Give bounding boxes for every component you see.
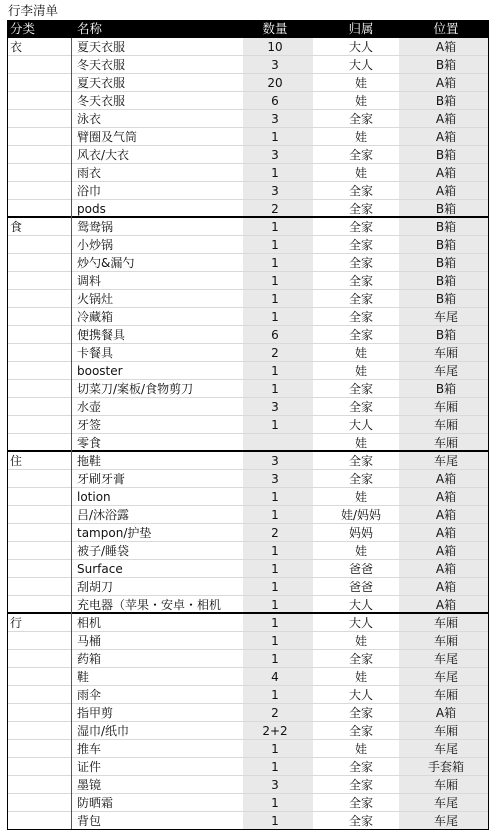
- owner-cell[interactable]: 爸爸: [348, 562, 373, 576]
- location-cell[interactable]: 车厢: [433, 418, 458, 432]
- table-row: [7, 326, 489, 344]
- location-cell[interactable]: A箱: [435, 184, 457, 198]
- table-row: [7, 254, 489, 272]
- table-row: [7, 218, 489, 236]
- table-row: [7, 758, 489, 776]
- location-cell[interactable]: 车尾: [433, 652, 458, 666]
- owner-cell[interactable]: 全家: [348, 184, 373, 198]
- location-cell[interactable]: A箱: [435, 166, 457, 180]
- qty-cell[interactable]: 20: [267, 76, 283, 90]
- table-row: [7, 524, 489, 542]
- table-row: [7, 398, 489, 416]
- name-cell[interactable]: 被子/睡袋: [77, 544, 130, 558]
- table-row: [7, 164, 489, 182]
- qty-cell[interactable]: 1: [271, 220, 279, 234]
- qty-cell[interactable]: 2: [271, 706, 279, 720]
- owner-cell[interactable]: 全家: [348, 220, 373, 234]
- location-cell[interactable]: 车尾: [433, 814, 458, 828]
- name-cell[interactable]: 雨衣: [77, 166, 102, 180]
- owner-cell[interactable]: 全家: [348, 256, 373, 270]
- owner-cell[interactable]: 全家: [348, 292, 373, 306]
- table-row: [7, 128, 489, 146]
- name-cell[interactable]: 刮胡刀: [77, 580, 114, 594]
- name-cell[interactable]: 墨镜: [77, 778, 102, 792]
- qty-cell[interactable]: 2: [271, 526, 279, 540]
- name-cell[interactable]: 马桶: [77, 634, 102, 648]
- category-cell[interactable]: 食: [10, 220, 23, 234]
- table-row: [7, 308, 489, 326]
- qty-cell[interactable]: 1: [271, 256, 279, 270]
- table-row: [7, 470, 489, 488]
- owner-cell[interactable]: 娃: [354, 436, 367, 450]
- owner-cell[interactable]: 娃: [354, 76, 367, 90]
- table-row: [7, 146, 489, 164]
- qty-cell[interactable]: 1: [271, 688, 279, 702]
- name-cell[interactable]: 小炒锅: [77, 238, 114, 252]
- qty-cell[interactable]: 3: [271, 400, 279, 414]
- owner-cell[interactable]: 全家: [348, 814, 373, 828]
- qty-cell[interactable]: 1: [271, 634, 279, 648]
- sheet-title: 行李清单: [8, 3, 59, 18]
- location-cell[interactable]: A箱: [435, 544, 457, 558]
- owner-cell[interactable]: 全家: [348, 472, 373, 486]
- name-cell[interactable]: 调料: [77, 274, 102, 288]
- location-cell[interactable]: A箱: [435, 508, 457, 522]
- location-cell[interactable]: 手套箱: [427, 760, 464, 774]
- owner-cell[interactable]: 爸爸: [348, 580, 373, 594]
- qty-cell[interactable]: 1: [271, 238, 279, 252]
- table-row: [7, 650, 489, 668]
- header-owner[interactable]: 归属: [348, 21, 374, 36]
- location-cell[interactable]: B箱: [435, 58, 457, 72]
- location-cell[interactable]: 车厢: [433, 346, 458, 360]
- category-divider: [71, 38, 72, 830]
- name-cell[interactable]: 火锅灶: [77, 292, 114, 306]
- name-cell[interactable]: 冬天衣服: [77, 94, 126, 108]
- qty-cell[interactable]: 10: [267, 40, 283, 54]
- table-row: [7, 812, 489, 830]
- location-cell[interactable]: 车尾: [433, 796, 458, 810]
- table-row: [7, 740, 489, 758]
- location-cell[interactable]: A箱: [435, 130, 457, 144]
- qty-cell[interactable]: 1: [271, 274, 279, 288]
- name-cell[interactable]: 牙签: [77, 418, 102, 432]
- table-row: [7, 560, 489, 578]
- table-header: [7, 20, 489, 38]
- name-cell[interactable]: 卡餐具: [77, 346, 114, 360]
- location-cell[interactable]: 车厢: [433, 778, 458, 792]
- owner-cell[interactable]: 全家: [348, 148, 373, 162]
- owner-cell[interactable]: 全家: [348, 112, 373, 126]
- name-cell[interactable]: pods: [77, 202, 106, 216]
- owner-cell[interactable]: 大人: [348, 40, 373, 54]
- category-cell[interactable]: 行: [10, 616, 23, 630]
- qty-cell[interactable]: 2: [271, 346, 279, 360]
- location-cell[interactable]: A箱: [435, 490, 457, 504]
- location-cell[interactable]: A箱: [435, 76, 457, 90]
- table-row: [7, 686, 489, 704]
- owner-cell[interactable]: 娃: [354, 130, 367, 144]
- table-row: [7, 506, 489, 524]
- qty-cell[interactable]: 3: [271, 454, 279, 468]
- owner-cell[interactable]: 全家: [348, 382, 373, 396]
- location-cell[interactable]: A箱: [435, 562, 457, 576]
- name-cell[interactable]: 风衣/大衣: [77, 148, 130, 162]
- location-cell[interactable]: 车尾: [433, 670, 458, 684]
- qty-cell[interactable]: 1: [271, 292, 279, 306]
- qty-cell[interactable]: 3: [271, 112, 279, 126]
- owner-cell[interactable]: 全家: [348, 724, 373, 738]
- qty-cell[interactable]: 1: [271, 508, 279, 522]
- name-cell[interactable]: 零食: [77, 436, 102, 450]
- owner-cell[interactable]: 娃: [354, 742, 367, 756]
- name-cell[interactable]: 吕/沐浴露: [77, 508, 130, 522]
- location-cell[interactable]: 车尾: [433, 742, 458, 756]
- name-cell[interactable]: tampon/护垫: [77, 526, 152, 540]
- table-row: [7, 362, 489, 380]
- location-cell[interactable]: B箱: [435, 238, 457, 252]
- qty-cell[interactable]: 3: [271, 148, 279, 162]
- table-row: [7, 596, 489, 614]
- qty-cell[interactable]: 1: [271, 760, 279, 774]
- location-cell[interactable]: B箱: [435, 328, 457, 342]
- name-cell[interactable]: 鞋: [77, 670, 90, 684]
- table-row: [7, 722, 489, 740]
- qty-cell[interactable]: 3: [271, 778, 279, 792]
- qty-cell[interactable]: 3: [271, 58, 279, 72]
- qty-cell[interactable]: 1: [271, 130, 279, 144]
- qty-cell[interactable]: 1: [271, 616, 279, 630]
- name-cell[interactable]: 夏天衣服: [77, 76, 126, 90]
- qty-cell[interactable]: 1: [271, 598, 279, 612]
- owner-cell[interactable]: 全家: [348, 274, 373, 288]
- owner-cell[interactable]: 大人: [348, 688, 373, 702]
- name-cell[interactable]: 炒勺&漏勺: [77, 256, 135, 270]
- owner-cell[interactable]: 全家: [348, 652, 373, 666]
- qty-cell[interactable]: 1: [271, 580, 279, 594]
- qty-cell[interactable]: 1: [271, 382, 279, 396]
- owner-cell[interactable]: 全家: [348, 760, 373, 774]
- header-category[interactable]: 分类: [10, 21, 36, 36]
- owner-cell[interactable]: 娃: [354, 166, 367, 180]
- qty-cell[interactable]: 1: [271, 814, 279, 828]
- location-cell[interactable]: B箱: [435, 220, 457, 234]
- owner-cell[interactable]: 娃: [354, 364, 367, 378]
- name-cell[interactable]: 证件: [77, 760, 102, 774]
- qty-cell[interactable]: 1: [271, 310, 279, 324]
- name-cell[interactable]: 泳衣: [77, 112, 102, 126]
- location-cell[interactable]: 车厢: [433, 724, 458, 738]
- name-cell[interactable]: 防晒霜: [77, 796, 114, 810]
- table-row: [7, 452, 489, 470]
- packing-table: [7, 20, 489, 830]
- owner-cell[interactable]: 全家: [348, 778, 373, 792]
- location-cell[interactable]: A箱: [435, 40, 457, 54]
- location-cell[interactable]: 车厢: [433, 616, 458, 630]
- qty-cell[interactable]: 1: [271, 490, 279, 504]
- location-cell[interactable]: B箱: [435, 256, 457, 270]
- name-cell[interactable]: 相机: [77, 616, 102, 630]
- owner-cell[interactable]: 全家: [348, 328, 373, 342]
- location-cell[interactable]: B箱: [435, 202, 457, 216]
- qty-cell[interactable]: 1: [271, 166, 279, 180]
- table-row: [7, 344, 489, 362]
- location-cell[interactable]: B箱: [435, 292, 457, 306]
- owner-cell[interactable]: 全家: [348, 706, 373, 720]
- location-cell[interactable]: 车尾: [433, 310, 458, 324]
- qty-cell[interactable]: 1: [271, 418, 279, 432]
- location-cell[interactable]: A箱: [435, 472, 457, 486]
- owner-cell[interactable]: 全家: [348, 796, 373, 810]
- header-qty[interactable]: 数量: [262, 21, 288, 36]
- name-cell[interactable]: 湿巾/纸巾: [77, 724, 130, 738]
- name-cell[interactable]: 水壶: [77, 400, 102, 414]
- location-cell[interactable]: B箱: [435, 148, 457, 162]
- qty-cell[interactable]: 6: [271, 94, 279, 108]
- owner-cell[interactable]: 娃: [354, 634, 367, 648]
- owner-cell[interactable]: 大人: [348, 418, 373, 432]
- location-cell[interactable]: A箱: [435, 580, 457, 594]
- table-row: [7, 236, 489, 254]
- qty-cell[interactable]: 2+2: [262, 724, 288, 738]
- name-cell[interactable]: 便携餐具: [77, 328, 126, 342]
- owner-cell[interactable]: 全家: [348, 202, 373, 216]
- location-cell[interactable]: B箱: [435, 274, 457, 288]
- qty-cell[interactable]: 1: [271, 796, 279, 810]
- location-cell[interactable]: 车尾: [433, 454, 458, 468]
- header-name[interactable]: 名称: [77, 21, 103, 36]
- table-row: [7, 74, 489, 92]
- name-cell[interactable]: 充电器（苹果・安卓・相机: [77, 598, 222, 612]
- owner-cell[interactable]: 大人: [348, 616, 373, 630]
- table-row: [7, 380, 489, 398]
- owner-cell[interactable]: 娃: [354, 346, 367, 360]
- name-cell[interactable]: Surface: [77, 562, 123, 576]
- owner-cell[interactable]: 全家: [348, 400, 373, 414]
- qty-cell[interactable]: 2: [271, 202, 279, 216]
- owner-cell[interactable]: 全家: [348, 310, 373, 324]
- name-cell[interactable]: 冷藏箱: [77, 310, 114, 324]
- table-row: [7, 794, 489, 812]
- name-cell[interactable]: 雨伞: [77, 688, 102, 702]
- table-row: [7, 434, 489, 452]
- table-row: [7, 38, 489, 56]
- table-row: [7, 416, 489, 434]
- table-row: [7, 200, 489, 218]
- name-cell[interactable]: 背包: [77, 814, 102, 828]
- owner-cell[interactable]: 娃: [354, 670, 367, 684]
- table-row: [7, 776, 489, 794]
- location-cell[interactable]: B箱: [435, 382, 457, 396]
- location-cell[interactable]: 车厢: [433, 400, 458, 414]
- name-cell[interactable]: 臂圈及气筒: [77, 130, 138, 144]
- table-row: [7, 632, 489, 650]
- qty-cell[interactable]: 3: [271, 472, 279, 486]
- table-row: [7, 182, 489, 200]
- table-row: [7, 110, 489, 128]
- name-cell[interactable]: 牙刷牙膏: [77, 472, 126, 486]
- location-cell[interactable]: 车厢: [433, 436, 458, 450]
- qty-cell[interactable]: 1: [271, 742, 279, 756]
- table-row: [7, 272, 489, 290]
- owner-cell[interactable]: 全家: [348, 238, 373, 252]
- name-cell[interactable]: 鸳鸯锅: [77, 220, 114, 234]
- owner-cell[interactable]: 妈妈: [348, 526, 373, 540]
- location-cell[interactable]: A箱: [435, 598, 457, 612]
- table-row: [7, 704, 489, 722]
- location-cell[interactable]: 车尾: [433, 364, 458, 378]
- qty-cell[interactable]: 1: [271, 364, 279, 378]
- table-row: [7, 542, 489, 560]
- table-body: [7, 38, 489, 830]
- table-row: [7, 92, 489, 110]
- name-cell[interactable]: 拖鞋: [77, 454, 102, 468]
- name-cell[interactable]: 夏天衣服: [77, 40, 126, 54]
- name-cell[interactable]: 冬天衣服: [77, 58, 126, 72]
- group-divider: [7, 829, 489, 830]
- name-cell[interactable]: 浴巾: [77, 184, 102, 198]
- owner-cell[interactable]: 大人: [348, 598, 373, 612]
- name-cell[interactable]: 推车: [77, 742, 102, 756]
- location-cell[interactable]: 车厢: [433, 634, 458, 648]
- location-cell[interactable]: A箱: [435, 526, 457, 540]
- location-cell[interactable]: 车厢: [433, 688, 458, 702]
- qty-cell[interactable]: 4: [271, 670, 279, 684]
- table-row: [7, 488, 489, 506]
- name-cell[interactable]: 药箱: [77, 652, 102, 666]
- table-row: [7, 578, 489, 596]
- table-row: [7, 668, 489, 686]
- qty-cell[interactable]: 1: [271, 562, 279, 576]
- qty-cell[interactable]: 1: [271, 544, 279, 558]
- qty-cell[interactable]: 6: [271, 328, 279, 342]
- header-location[interactable]: 位置: [433, 21, 459, 36]
- owner-cell[interactable]: 娃: [354, 544, 367, 558]
- name-cell[interactable]: booster: [77, 364, 123, 378]
- qty-cell[interactable]: 1: [271, 652, 279, 666]
- name-cell[interactable]: 指甲剪: [77, 706, 114, 720]
- location-cell[interactable]: A箱: [435, 706, 457, 720]
- name-cell[interactable]: 切菜刀/案板/食物剪刀: [77, 382, 194, 396]
- owner-cell[interactable]: 娃/妈妈: [340, 508, 382, 522]
- table-row: [7, 290, 489, 308]
- table-row: [7, 614, 489, 632]
- owner-cell[interactable]: 娃: [354, 94, 367, 108]
- location-cell[interactable]: B箱: [435, 94, 457, 108]
- category-cell[interactable]: 住: [10, 454, 23, 468]
- owner-cell[interactable]: 全家: [348, 454, 373, 468]
- table-row: [7, 56, 489, 74]
- owner-cell[interactable]: 娃: [354, 490, 367, 504]
- qty-cell[interactable]: 3: [271, 184, 279, 198]
- owner-cell[interactable]: 大人: [348, 58, 373, 72]
- category-cell[interactable]: 衣: [10, 40, 23, 54]
- name-cell[interactable]: lotion: [77, 490, 111, 504]
- location-cell[interactable]: A箱: [435, 112, 457, 126]
